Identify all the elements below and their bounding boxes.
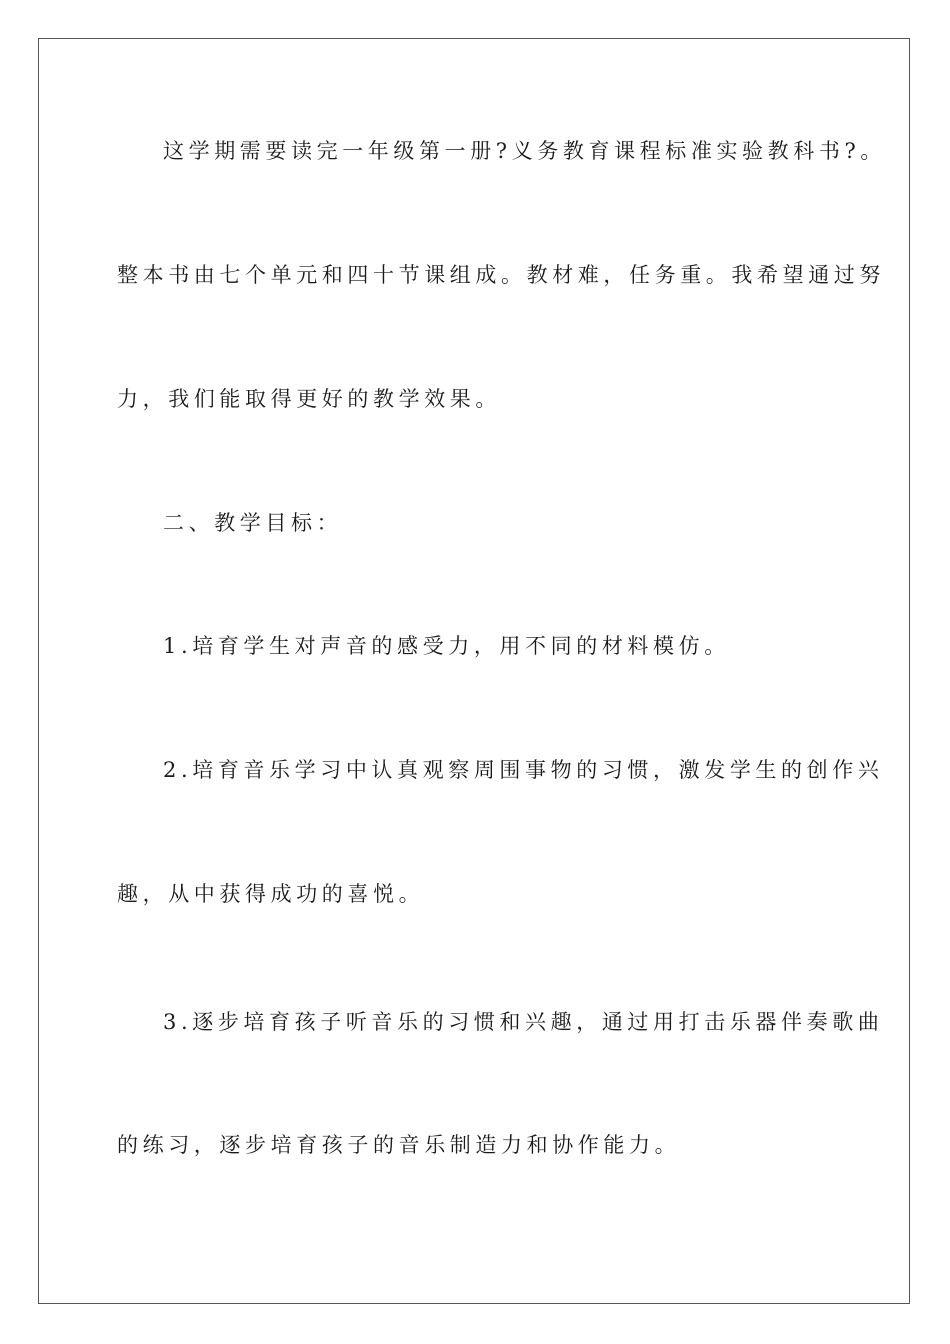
goal-item-3-line-1: 3.逐步培育孩子听音乐的习惯和兴趣，通过用打击乐器伴奏歌曲 [163, 1010, 884, 1034]
goal-item-2-line-1: 2.培育音乐学习中认真观察周围事物的习惯，激发学生的创作兴 [163, 758, 884, 782]
paragraph-intro-line-1: 这学期需要读完一年级第一册?义务教育课程标准实验教科书?。 [163, 139, 886, 163]
section-heading-teaching-goals: 二、教学目标： [163, 511, 343, 535]
goal-item-3-line-2: 的练习，逐步培育孩子的音乐制造力和协作能力。 [117, 1133, 681, 1157]
page-border [38, 38, 910, 1304]
paragraph-intro-line-3: 力，我们能取得更好的教学效果。 [117, 387, 501, 411]
goal-item-2-line-2: 趣，从中获得成功的喜悦。 [117, 882, 425, 906]
goal-item-1: 1.培育学生对声音的感受力，用不同的材料模仿。 [163, 634, 730, 658]
paragraph-intro-line-2: 整本书由七个单元和四十节课组成。教材难，任务重。我希望通过努 [117, 263, 885, 287]
